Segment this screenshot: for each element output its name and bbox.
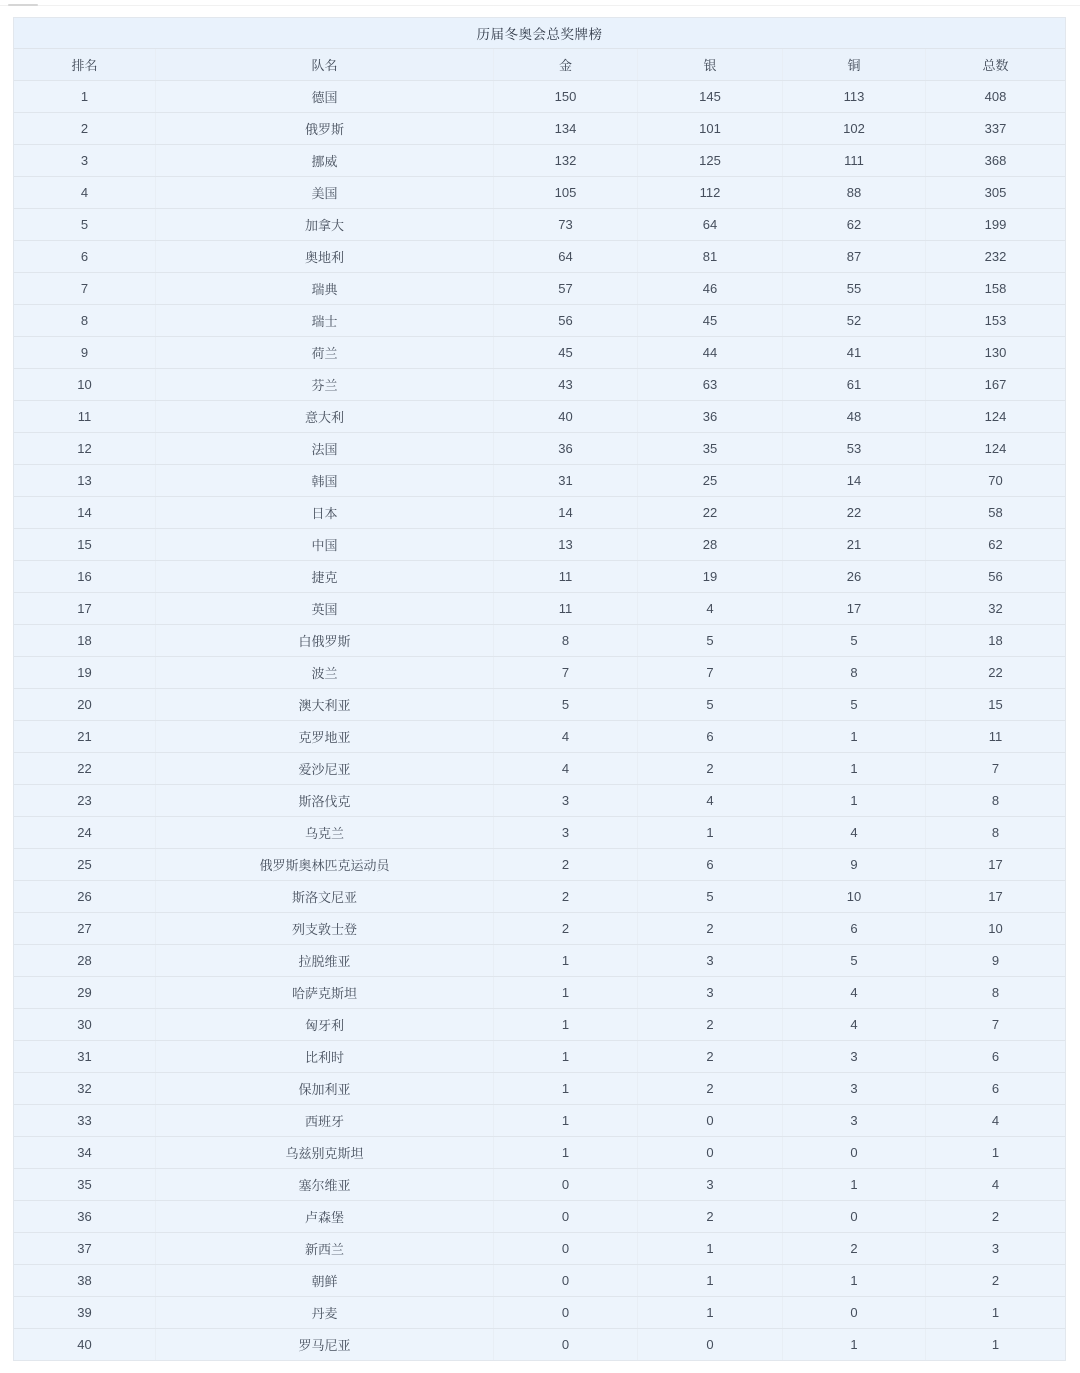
cell-team: 俄罗斯奥林匹克运动员 [156, 849, 494, 880]
cell-silver: 44 [638, 337, 783, 368]
cell-bronze: 17 [783, 593, 926, 624]
cell-rank: 13 [14, 465, 156, 496]
cell-total: 11 [988, 729, 1003, 744]
cell-total: 22 [988, 665, 1003, 680]
table-row [14, 881, 1065, 913]
cell-team: 奥地利 [156, 241, 494, 272]
table-row [14, 561, 1065, 593]
cell-silver: 0 [638, 1137, 783, 1168]
cell-team: 克罗地亚 [156, 721, 494, 752]
cell-rank: 20 [14, 689, 156, 720]
cell-rank: 40 [14, 1329, 156, 1360]
cell-team: 韩国 [156, 465, 494, 496]
table-row [14, 1009, 1065, 1041]
cell-bronze: 1 [783, 721, 926, 752]
table-row [14, 817, 1065, 849]
cell-team: 法国 [156, 433, 494, 464]
cell-team: 日本 [156, 497, 494, 528]
cell-silver: 5 [638, 625, 783, 656]
cell-gold: 105 [494, 177, 638, 208]
cell-gold: 5 [494, 689, 638, 720]
cell-total: 124 [984, 441, 1007, 456]
cell-total: 17 [988, 889, 1003, 904]
cell-bronze: 113 [783, 81, 926, 112]
cell-gold: 56 [494, 305, 638, 336]
cell-team: 罗马尼亚 [156, 1329, 494, 1360]
cell-team: 加拿大 [156, 209, 494, 240]
table-row [14, 497, 1065, 529]
table-row [14, 81, 1065, 113]
cell-silver: 36 [638, 401, 783, 432]
cell-total: 2 [991, 1273, 1000, 1288]
cell-team: 比利时 [156, 1041, 494, 1072]
cell-silver: 0 [638, 1329, 783, 1360]
cell-gold: 13 [494, 529, 638, 560]
cell-team: 乌兹别克斯坦 [156, 1137, 494, 1168]
cell-team: 塞尔维亚 [156, 1169, 494, 1200]
cell-rank: 18 [14, 625, 156, 656]
cell-gold: 1 [494, 1073, 638, 1104]
cell-silver: 3 [638, 977, 783, 1008]
cell-team: 德国 [156, 81, 494, 112]
table-row [14, 433, 1065, 465]
cell-bronze: 26 [783, 561, 926, 592]
cell-team: 乌克兰 [156, 817, 494, 848]
cell-gold: 150 [494, 81, 638, 112]
cell-silver: 2 [638, 1009, 783, 1040]
cell-total: 1 [991, 1145, 1000, 1160]
cell-team: 爱沙尼亚 [156, 753, 494, 784]
cell-silver: 1 [638, 1265, 783, 1296]
cell-bronze: 9 [783, 849, 926, 880]
cell-bronze: 1 [783, 1265, 926, 1296]
cell-silver: 101 [638, 113, 783, 144]
cell-rank: 37 [14, 1233, 156, 1264]
cell-bronze: 1 [783, 1169, 926, 1200]
cell-team: 芬兰 [156, 369, 494, 400]
table-row [14, 241, 1065, 273]
cell-rank: 28 [14, 945, 156, 976]
header-total: 总数 [982, 58, 1009, 73]
cell-bronze: 21 [783, 529, 926, 560]
cell-silver: 3 [638, 945, 783, 976]
cell-total: 6 [991, 1081, 1000, 1096]
cell-rank: 29 [14, 977, 156, 1008]
cell-rank: 2 [14, 113, 156, 144]
cell-bronze: 52 [783, 305, 926, 336]
cell-total: 58 [988, 505, 1003, 520]
cell-bronze: 62 [783, 209, 926, 240]
cell-team: 意大利 [156, 401, 494, 432]
cell-total: 337 [984, 121, 1007, 136]
cell-silver: 5 [638, 689, 783, 720]
cell-silver: 2 [638, 1073, 783, 1104]
table-header-row [14, 49, 1065, 81]
cell-rank: 9 [14, 337, 156, 368]
cell-bronze: 88 [783, 177, 926, 208]
cell-silver: 22 [638, 497, 783, 528]
cell-team: 中国 [156, 529, 494, 560]
cell-silver: 25 [638, 465, 783, 496]
cell-total: 9 [991, 953, 1000, 968]
cell-gold: 0 [494, 1169, 638, 1200]
table-row [14, 753, 1065, 785]
cell-team: 挪威 [156, 145, 494, 176]
cell-team: 瑞士 [156, 305, 494, 336]
cell-team: 英国 [156, 593, 494, 624]
cell-silver: 2 [638, 1041, 783, 1072]
cell-gold: 132 [494, 145, 638, 176]
table-row [14, 721, 1065, 753]
cell-bronze: 3 [783, 1073, 926, 1104]
table-row [14, 465, 1065, 497]
cell-total: 62 [988, 537, 1003, 552]
cell-silver: 64 [638, 209, 783, 240]
cell-rank: 15 [14, 529, 156, 560]
cell-gold: 3 [494, 817, 638, 848]
cell-rank: 36 [14, 1201, 156, 1232]
cell-gold: 1 [494, 945, 638, 976]
cell-gold: 0 [494, 1329, 638, 1360]
header-bronze: 铜 [783, 49, 926, 80]
cell-bronze: 1 [783, 785, 926, 816]
cell-rank: 21 [14, 721, 156, 752]
table-row [14, 177, 1065, 209]
cell-gold: 8 [494, 625, 638, 656]
table-row [14, 657, 1065, 689]
cell-team: 匈牙利 [156, 1009, 494, 1040]
cell-team: 荷兰 [156, 337, 494, 368]
cell-total: 8 [991, 825, 1000, 840]
top-divider-line [0, 5, 1080, 6]
table-row [14, 785, 1065, 817]
table-row [14, 273, 1065, 305]
cell-total: 130 [984, 345, 1007, 360]
cell-bronze: 61 [783, 369, 926, 400]
cell-total: 1 [991, 1337, 1000, 1352]
table-row [14, 113, 1065, 145]
cell-team: 新西兰 [156, 1233, 494, 1264]
cell-gold: 4 [494, 721, 638, 752]
cell-rank: 5 [14, 209, 156, 240]
cell-total: 7 [991, 1017, 1000, 1032]
cell-bronze: 2 [783, 1233, 926, 1264]
cell-silver: 3 [638, 1169, 783, 1200]
cell-total: 4 [991, 1177, 1000, 1192]
cell-silver: 1 [638, 1297, 783, 1328]
cell-gold: 11 [494, 561, 638, 592]
cell-rank: 30 [14, 1009, 156, 1040]
header-gold: 金 [494, 49, 638, 80]
cell-rank: 10 [14, 369, 156, 400]
cell-silver: 0 [638, 1105, 783, 1136]
cell-team: 西班牙 [156, 1105, 494, 1136]
cell-silver: 4 [638, 593, 783, 624]
cell-bronze: 5 [783, 945, 926, 976]
cell-total: 368 [984, 153, 1007, 168]
cell-gold: 31 [494, 465, 638, 496]
header-team: 队名 [156, 49, 494, 80]
table-row [14, 1041, 1065, 1073]
cell-total: 32 [988, 601, 1003, 616]
table-row [14, 689, 1065, 721]
top-left-line-fragment [8, 4, 38, 6]
cell-team: 保加利亚 [156, 1073, 494, 1104]
cell-team: 朝鲜 [156, 1265, 494, 1296]
cell-bronze: 14 [783, 465, 926, 496]
cell-silver: 81 [638, 241, 783, 272]
cell-rank: 6 [14, 241, 156, 272]
table-row [14, 145, 1065, 177]
cell-gold: 0 [494, 1265, 638, 1296]
cell-bronze: 1 [783, 1329, 926, 1360]
table-row [14, 369, 1065, 401]
cell-team: 哈萨克斯坦 [156, 977, 494, 1008]
cell-team: 卢森堡 [156, 1201, 494, 1232]
cell-gold: 40 [494, 401, 638, 432]
cell-bronze: 3 [783, 1041, 926, 1072]
cell-team: 斯洛伐克 [156, 785, 494, 816]
cell-total: 124 [984, 409, 1007, 424]
table-row [14, 337, 1065, 369]
cell-gold: 3 [494, 785, 638, 816]
cell-rank: 35 [14, 1169, 156, 1200]
cell-silver: 1 [638, 817, 783, 848]
cell-gold: 14 [494, 497, 638, 528]
cell-silver: 2 [638, 913, 783, 944]
cell-gold: 4 [494, 753, 638, 784]
cell-rank: 7 [14, 273, 156, 304]
cell-silver: 19 [638, 561, 783, 592]
cell-total: 1 [991, 1305, 1000, 1320]
table-row [14, 945, 1065, 977]
cell-total: 158 [984, 281, 1007, 296]
cell-bronze: 0 [783, 1201, 926, 1232]
cell-gold: 2 [494, 913, 638, 944]
cell-gold: 36 [494, 433, 638, 464]
cell-silver: 63 [638, 369, 783, 400]
cell-total: 305 [984, 185, 1007, 200]
cell-team: 捷克 [156, 561, 494, 592]
cell-rank: 34 [14, 1137, 156, 1168]
cell-gold: 134 [494, 113, 638, 144]
table-row [14, 1169, 1065, 1201]
cell-rank: 1 [14, 81, 156, 112]
table-row [14, 1265, 1065, 1297]
cell-rank: 22 [14, 753, 156, 784]
cell-bronze: 41 [783, 337, 926, 368]
cell-silver: 5 [638, 881, 783, 912]
table-row [14, 305, 1065, 337]
cell-bronze: 3 [783, 1105, 926, 1136]
table-row [14, 1201, 1065, 1233]
cell-rank: 24 [14, 817, 156, 848]
cell-bronze: 4 [783, 817, 926, 848]
cell-silver: 35 [638, 433, 783, 464]
cell-rank: 12 [14, 433, 156, 464]
cell-rank: 14 [14, 497, 156, 528]
cell-silver: 6 [638, 849, 783, 880]
table-row [14, 593, 1065, 625]
cell-rank: 39 [14, 1297, 156, 1328]
table-row [14, 1297, 1065, 1329]
cell-silver: 2 [638, 1201, 783, 1232]
cell-bronze: 8 [783, 657, 926, 688]
medal-table [13, 17, 1066, 1361]
cell-total: 56 [988, 569, 1003, 584]
cell-total: 199 [984, 217, 1007, 232]
cell-rank: 32 [14, 1073, 156, 1104]
table-row [14, 209, 1065, 241]
cell-bronze: 55 [783, 273, 926, 304]
cell-gold: 64 [494, 241, 638, 272]
cell-bronze: 0 [783, 1137, 926, 1168]
cell-gold: 57 [494, 273, 638, 304]
table-row [14, 1137, 1065, 1169]
cell-gold: 2 [494, 881, 638, 912]
cell-rank: 31 [14, 1041, 156, 1072]
cell-rank: 27 [14, 913, 156, 944]
cell-silver: 6 [638, 721, 783, 752]
cell-team: 波兰 [156, 657, 494, 688]
cell-team: 瑞典 [156, 273, 494, 304]
cell-gold: 1 [494, 1009, 638, 1040]
cell-team: 斯洛文尼亚 [156, 881, 494, 912]
cell-silver: 45 [638, 305, 783, 336]
table-row [14, 529, 1065, 561]
cell-gold: 0 [494, 1201, 638, 1232]
cell-team: 俄罗斯 [156, 113, 494, 144]
cell-rank: 26 [14, 881, 156, 912]
cell-gold: 0 [494, 1233, 638, 1264]
cell-bronze: 53 [783, 433, 926, 464]
cell-bronze: 4 [783, 1009, 926, 1040]
cell-bronze: 87 [783, 241, 926, 272]
cell-team: 列支敦士登 [156, 913, 494, 944]
table-title: 历届冬奥会总奖牌榜 [14, 18, 1065, 49]
cell-rank: 17 [14, 593, 156, 624]
cell-total: 18 [988, 633, 1003, 648]
cell-silver: 28 [638, 529, 783, 560]
cell-bronze: 5 [783, 689, 926, 720]
cell-gold: 0 [494, 1297, 638, 1328]
cell-total: 153 [984, 313, 1007, 328]
cell-gold: 43 [494, 369, 638, 400]
cell-silver: 4 [638, 785, 783, 816]
cell-total: 17 [988, 857, 1003, 872]
cell-bronze: 22 [783, 497, 926, 528]
cell-silver: 145 [638, 81, 783, 112]
cell-rank: 33 [14, 1105, 156, 1136]
cell-total: 408 [984, 89, 1007, 104]
cell-gold: 1 [494, 1105, 638, 1136]
table-row [14, 401, 1065, 433]
cell-gold: 7 [494, 657, 638, 688]
cell-bronze: 0 [783, 1297, 926, 1328]
cell-rank: 19 [14, 657, 156, 688]
cell-total: 15 [988, 697, 1003, 712]
table-row [14, 1073, 1065, 1105]
cell-total: 10 [988, 921, 1003, 936]
cell-total: 4 [991, 1113, 1000, 1128]
cell-silver: 2 [638, 753, 783, 784]
cell-bronze: 102 [783, 113, 926, 144]
cell-gold: 11 [494, 593, 638, 624]
table-row [14, 1233, 1065, 1265]
cell-total: 8 [991, 985, 1000, 1000]
cell-total: 7 [991, 761, 1000, 776]
cell-bronze: 111 [783, 145, 926, 176]
cell-gold: 1 [494, 1137, 638, 1168]
cell-bronze: 48 [783, 401, 926, 432]
table-body [14, 81, 1065, 1360]
cell-total: 3 [991, 1241, 1000, 1256]
cell-rank: 16 [14, 561, 156, 592]
cell-gold: 1 [494, 977, 638, 1008]
cell-total: 167 [984, 377, 1007, 392]
cell-rank: 23 [14, 785, 156, 816]
cell-bronze: 4 [783, 977, 926, 1008]
cell-total: 2 [991, 1209, 1000, 1224]
table-row [14, 625, 1065, 657]
cell-total: 232 [984, 249, 1007, 264]
cell-rank: 11 [14, 401, 156, 432]
cell-total: 70 [988, 473, 1003, 488]
cell-team: 白俄罗斯 [156, 625, 494, 656]
cell-total: 6 [991, 1049, 1000, 1064]
cell-team: 美国 [156, 177, 494, 208]
cell-silver: 1 [638, 1233, 783, 1264]
header-silver: 银 [638, 49, 783, 80]
cell-rank: 4 [14, 177, 156, 208]
cell-silver: 46 [638, 273, 783, 304]
cell-bronze: 6 [783, 913, 926, 944]
cell-rank: 3 [14, 145, 156, 176]
cell-team: 拉脱维亚 [156, 945, 494, 976]
cell-rank: 38 [14, 1265, 156, 1296]
cell-team: 丹麦 [156, 1297, 494, 1328]
cell-gold: 45 [494, 337, 638, 368]
cell-team: 澳大利亚 [156, 689, 494, 720]
table-row [14, 977, 1065, 1009]
header-rank: 排名 [14, 49, 156, 80]
cell-gold: 2 [494, 849, 638, 880]
cell-gold: 73 [494, 209, 638, 240]
cell-gold: 1 [494, 1041, 638, 1072]
cell-total: 8 [991, 793, 1000, 808]
table-row [14, 913, 1065, 945]
cell-bronze: 5 [783, 625, 926, 656]
table-row [14, 1105, 1065, 1137]
table-row [14, 1329, 1065, 1360]
cell-silver: 112 [638, 177, 783, 208]
cell-rank: 25 [14, 849, 156, 880]
cell-rank: 8 [14, 305, 156, 336]
cell-silver: 7 [638, 657, 783, 688]
cell-bronze: 1 [783, 753, 926, 784]
table-row [14, 849, 1065, 881]
cell-silver: 125 [638, 145, 783, 176]
cell-bronze: 10 [783, 881, 926, 912]
